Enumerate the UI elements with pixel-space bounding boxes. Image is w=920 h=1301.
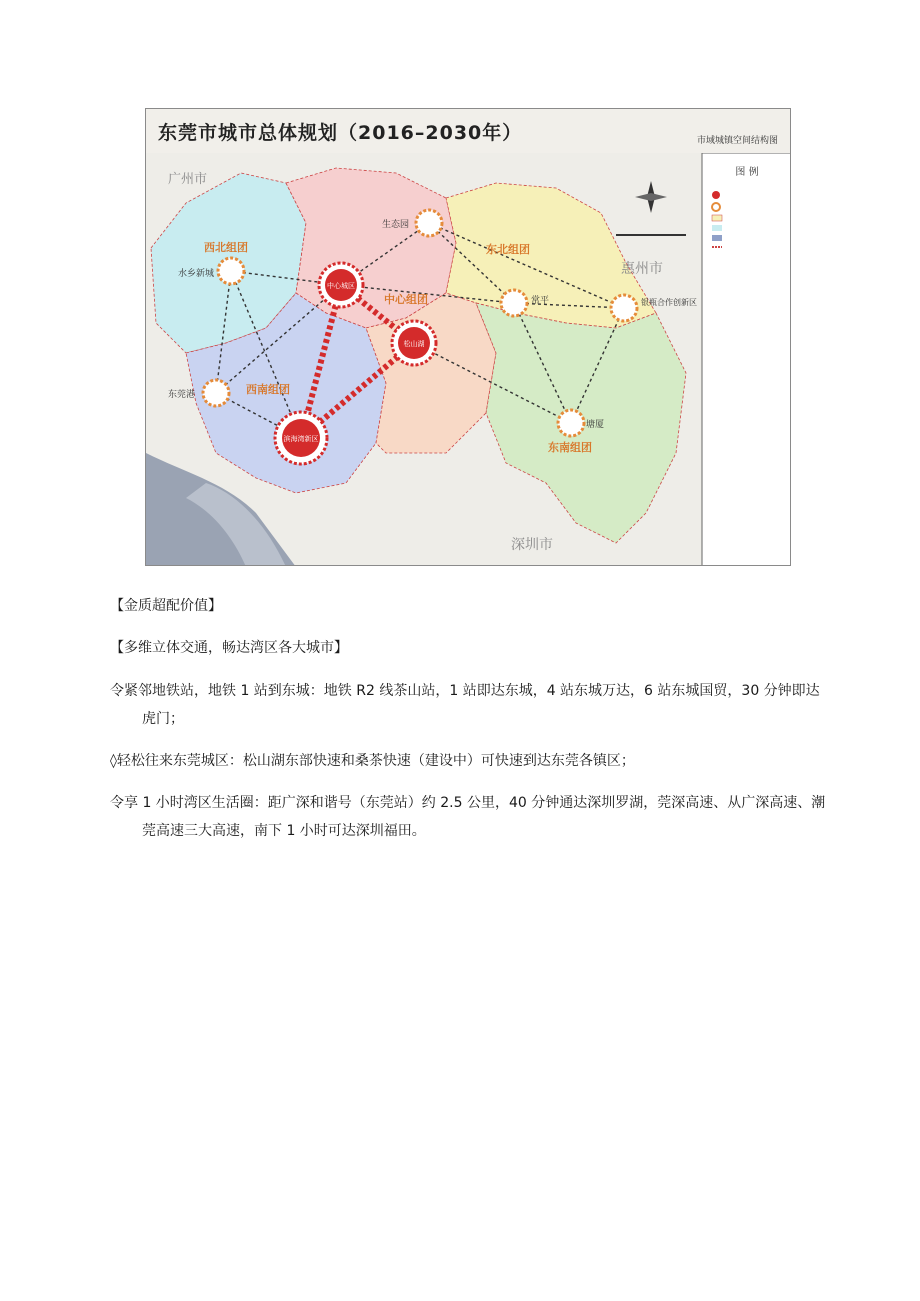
label-xinan-group: 西南组团: [246, 383, 290, 396]
heading-golden-value: 【金质超配价值】: [110, 598, 222, 614]
label-guangzhou: 广州市: [168, 172, 208, 187]
map-header: [146, 109, 790, 154]
label-changping: 常平: [531, 296, 550, 306]
label-shengtaiyuan: 生态园: [382, 220, 410, 230]
item-bay-area: 令享 1 小时湾区生活圈：距广深和谐号（东莞站）约 2.5 公里，40 分钟通达深圳罗湖，莞深高速、从广深高速、潮莞高速三大高速，南下 1 小时可达深圳福田。: [110, 795, 826, 839]
label-shuixiang: 水乡新城: [178, 269, 215, 279]
label-yinhu: 银瓶合作创新区: [641, 298, 697, 307]
label-dongguangang: 东莞港: [168, 390, 196, 400]
label-shenzhen: 深圳市: [511, 537, 553, 553]
label-dongnan-group: 东南组团: [548, 441, 592, 454]
label-songshanhu: 松山湖: [403, 340, 425, 348]
label-tangxia: 塘厦: [586, 420, 605, 430]
legend-title: 图 例: [735, 167, 759, 178]
label-binhai: 滨海湾新区: [283, 435, 319, 443]
legend-region-swatch: [712, 215, 722, 221]
item-city-access: ◊轻松往来东莞城区：松山湖东部快速和桑茶快速（建设中）可快速到达东莞各镇区；: [110, 753, 635, 769]
label-zhongxin-group: 中心组团: [384, 293, 428, 306]
planning-map-figure: [145, 108, 791, 566]
legend-center-swatch: [712, 191, 720, 199]
label-huizhou: 惠州市: [621, 261, 663, 277]
map-subtitle: 市域城镇空间结构图: [696, 136, 778, 146]
heading-transport: 【多维立体交通，畅达湾区各大城市】: [110, 640, 348, 656]
legend-swatch-2: [712, 225, 722, 231]
item-metro: 令紧邻地铁站，地铁 1 站到东城：地铁 R2 线茶山站，1 站即达东城，4 站东城万达，6 站东城国贸，30 分钟即达虎门；: [110, 683, 820, 727]
legend-swatch-3: [712, 235, 722, 241]
map-canvas: [146, 153, 791, 566]
map-title: 东莞市城市总体规划（2016–2030年）: [158, 122, 523, 144]
label-xibei-group: 西北组团: [204, 241, 248, 254]
label-dongbei-group: 东北组团: [486, 243, 530, 256]
label-zhongxin-city: 中心城区: [327, 282, 355, 290]
